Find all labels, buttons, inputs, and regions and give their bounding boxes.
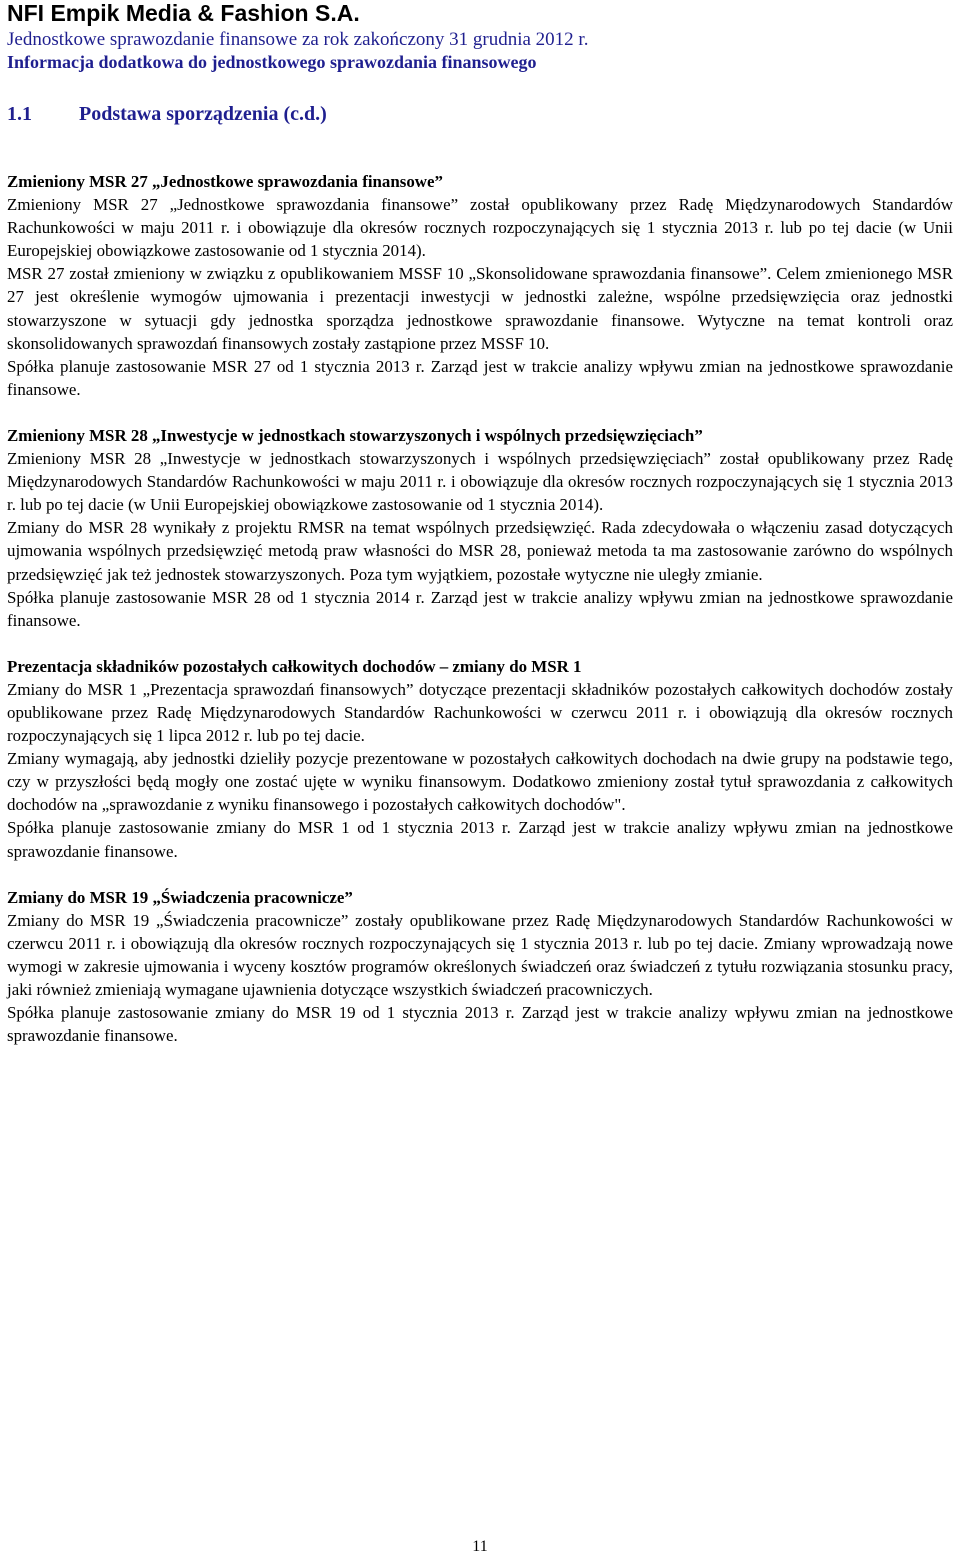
paragraph: Zmieniony MSR 27 „Jednostkowe sprawozdania finansowe” został opublikowany przez Radę Międzynarodowych Standardów Rachunkowości w maju 2011 r. i obowiązuje dla okresów rocznych rozpoczynających się 1 stycznia 2013 r. lub po tej dacie (w Unii Europejskiej obowiązkowe zastosowanie od 1 stycznia 2014). <box>7 195 953 261</box>
spacer <box>7 863 953 886</box>
paragraph: Spółka planuje zastosowanie zmiany do MSR 19 od 1 stycznia 2013 r. Zarząd jest w trakcie analizy wpływu zmian na jednostkowe sprawozdanie finansowe. <box>7 1003 953 1046</box>
block-title-msr1: Prezentacja składników pozostałych całkowitych dochodów – zmiany do MSR 1 <box>7 656 582 676</box>
section-heading <box>7 103 953 126</box>
paragraph: MSR 27 został zmieniony w związku z opublikowaniem MSSF 10 „Skonsolidowane sprawozdania finansowe”. Celem zmienionego MSR 27 jest określenie wymogów ujmowania i prezentacji inwestycji w jednostki zależne, wspólne przedsięwzięcia oraz jednostki stowarzyszone w sytuacji gdy jednostka sporządza jednostkowe sprawozdanie finansowe. Wytyczne na temat kontroli oraz skonsolidowanych sprawozdań finansowych zostały zastąpione przez MSSF 10. <box>7 264 953 353</box>
page-header <box>7 0 953 126</box>
paragraph: Spółka planuje zastosowanie MSR 28 od 1 stycznia 2014 r. Zarząd jest w trakcie analizy wpływu zmian na jednostkowe sprawozdanie finansowe. <box>7 587 953 630</box>
paragraph: Zmiany do MSR 19 „Świadczenia pracownicze” zostały opublikowane przez Radę Międzynarodowych Standardów Rachunkowości w czerwcu 2011 r. i obowiązują dla okresów rocznych rozpoczynających się 1 stycznia 2013 r. lub po tej dacie. Zmiany wprowadzają nowe wymogi w zakresie ujmowania i wyceny kosztów programów określonych świadczeń oraz świadczeń z tytułu rozwiązania stosunku pracy, jaki również zmieniają wymagane ujawnienia dotyczące wszystkich świadczeń pracowniczych. <box>7 910 953 999</box>
document-body <box>7 170 953 1047</box>
paragraph: Zmieniony MSR 28 „Inwestycje w jednostkach stowarzyszonych i wspólnych przedsięwzięciach” został opublikowany przez Radę Międzynarodowych Standardów Rachunkowości w maju 2011 r. i obowiązuje dla okresów rocznych rozpoczynających się 1 stycznia 2013 r. lub po tej dacie (w Unii Europejskiej obowiązkowe zastosowanie od 1 stycznia 2014). <box>7 449 953 515</box>
block-title-msr28: Zmieniony MSR 28 „Inwestycje w jednostkach stowarzyszonych i wspólnych przedsięwzięciach” <box>7 425 703 445</box>
block-title-msr27: Zmieniony MSR 27 „Jednostkowe sprawozdania finansowe” <box>7 172 443 191</box>
company-name: NFI Empik Media & Fashion S.A. <box>7 0 360 26</box>
block-title-msr19: Zmiany do MSR 19 „Świadczenia pracownicze” <box>7 887 353 907</box>
paragraph: Zmiany do MSR 28 wynikały z projektu RMSR na temat wspólnych przedsięwzięć. Rada zdecydowała o włączeniu zasad dotyczących ujmowania wspólnych przedsięwzięć metodą praw własności do MSR 28, ponieważ metoda ta ma zastosowanie zarówno do wspólnych przedsięwzięć jak też jednostek stowarzyszonych. Poza tym wyjątkiem, pozostałe wytyczne nie uległy zmianie. <box>7 518 953 584</box>
section-number: 1.1 <box>7 103 32 125</box>
paragraph: Spółka planuje zastosowanie MSR 27 od 1 stycznia 2013 r. Zarząd jest w trakcie analizy wpływu zmian na jednostkowe sprawozdanie finansowe. <box>7 356 953 399</box>
paragraph: Zmiany wymagają, aby jednostki dzieliły pozycje prezentowane w pozostałych całkowitych dochodach na dwie grupy na podstawie tego, czy w przyszłości będą mogły one zostać ujęte w wyniku finansowym. Dodatkowo zmieniony został tytuł sprawozdania z całkowitych dochodów na „sprawozdanie z wyniku finansowego i pozostałych całkowitych dochodów". <box>7 749 953 815</box>
spacer <box>7 401 953 424</box>
report-subtitle: Jednostkowe sprawozdanie finansowe za rok zakończony 31 grudnia 2012 r. <box>7 29 589 50</box>
report-info: Informacja dodatkowa do jednostkowego sprawozdania finansowego <box>7 52 537 72</box>
paragraph: Zmiany do MSR 1 „Prezentacja sprawozdań finansowych” dotyczące prezentacji składników pozostałych całkowitych dochodów zostały opublikowane przez Radę Międzynarodowych Standardów Rachunkowości w czerwcu 2011 r. i obowiązują dla okresów rocznych rozpoczynających się 1 lipca 2012 r. lub po tej dacie. <box>7 679 953 746</box>
page-number: 11 <box>472 1538 488 1555</box>
section-title: Podstawa sporządzenia (c.d.) <box>79 103 327 125</box>
spacer <box>7 632 953 655</box>
paragraph: Spółka planuje zastosowanie zmiany do MSR 1 od 1 stycznia 2013 r. Zarząd jest w trakcie analizy wpływu zmian na jednostkowe sprawozdanie finansowe. <box>7 818 953 861</box>
